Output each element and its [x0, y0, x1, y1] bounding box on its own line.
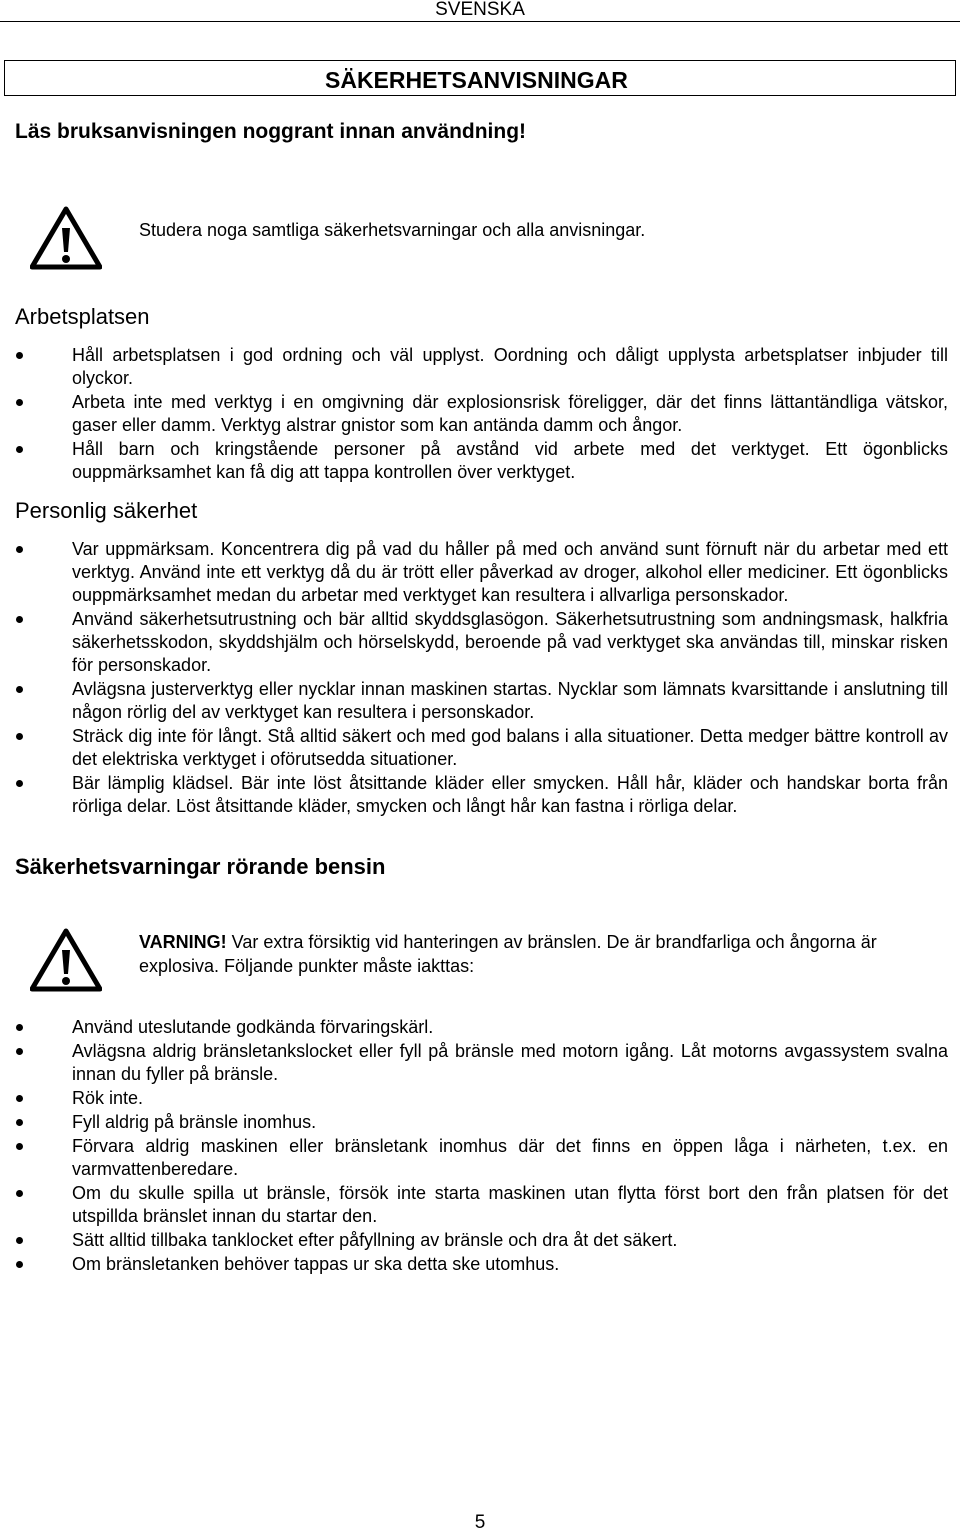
bullet-icon	[16, 1048, 23, 1055]
personal-list	[0, 538, 948, 819]
header-divider	[0, 21, 960, 22]
fuel-warning-text: Var extra försiktig vid hanteringen av bränslen. De är brandfarliga och ångorna är explosiva. Följande punkter måste iakttas:	[139, 932, 877, 976]
bullet-icon	[16, 1095, 23, 1102]
list-item: Använd uteslutande godkända förvaringskärl.	[0, 1016, 948, 1039]
fuel-warning	[139, 930, 949, 978]
page-title: SÄKERHETSANVISNINGAR	[325, 67, 628, 93]
warning-instruction: Studera noga samtliga säkerhetsvarningar och alla anvisningar.	[139, 220, 646, 240]
list-item: Håll barn och kringstående personer på avstånd vid arbete med det verktyget. Ett ögonblicks ouppmärksamhet kan få dig att tappa kontrollen över verktyget.	[0, 438, 948, 484]
bullet-icon	[16, 1119, 23, 1126]
list-item: Avlägsna aldrig bränsletankslocket eller fyll på bränsle med motorn igång. Låt motorns avgassystem svalna innan du fyller på bränsle.	[0, 1040, 948, 1086]
header-language: SVENSKA	[435, 0, 525, 20]
bullet-icon	[16, 1237, 23, 1244]
bullet-icon	[16, 1261, 23, 1268]
list-item: Arbeta inte med verktyg i en omgivning där explosionsrisk föreligger, där det finns lättantändliga vätskor, gaser eller damm. Verktyg alstrar gnistor som kan antända damm och ångor.	[0, 391, 948, 437]
bullet-icon	[16, 399, 23, 406]
fuel-list	[0, 1016, 948, 1277]
bullet-icon	[16, 446, 23, 453]
bullet-icon	[16, 352, 23, 359]
section-heading-personal: Personlig säkerhet	[15, 498, 198, 523]
intro-text: Läs bruksanvisningen noggrant innan användning!	[15, 120, 527, 143]
bullet-icon	[16, 780, 23, 787]
bullet-icon	[16, 686, 23, 693]
fuel-warning-label: VARNING!	[139, 932, 227, 952]
bullet-icon	[16, 733, 23, 740]
page-number: 5	[474, 1512, 486, 1533]
list-item: Sätt alltid tillbaka tanklocket efter påfyllning av bränsle och dra åt det säkert.	[0, 1229, 948, 1252]
list-item: Om du skulle spilla ut bränsle, försök inte starta maskinen utan flytta först bort den från platsen för det utspillda bränslet innan du startar den.	[0, 1182, 948, 1228]
warning-triangle-icon	[30, 206, 102, 270]
list-item: Avlägsna justerverktyg eller nycklar innan maskinen startas. Nycklar som lämnats kvarsittande i anslutning till någon rörlig del av verktyget kan resultera i personskador.	[0, 678, 948, 724]
bullet-icon	[16, 1024, 23, 1031]
list-item: Håll arbetsplatsen i god ordning och väl upplyst. Oordning och dåligt upplysta arbetsplatser inbjuder till olyckor.	[0, 344, 948, 390]
list-item: Använd säkerhetsutrustning och bär alltid skyddsglasögon. Säkerhetsutrustning som andningsmask, halkfria säkerhetsskodon, skyddshjälm och hörselskydd, beroende på vad verktyget ska användas till, minskar risken för personskador.	[0, 608, 948, 677]
warning-triangle-icon	[30, 928, 102, 992]
list-item: Fyll aldrig på bränsle inomhus.	[0, 1111, 948, 1134]
list-item: Om bränsletanken behöver tappas ur ska detta ske utomhus.	[0, 1253, 948, 1276]
list-item: Förvara aldrig maskinen eller bränsletank inomhus där det finns en öppen låga i närheten, t.ex. en varmvattenberedare.	[0, 1135, 948, 1181]
bullet-icon	[16, 616, 23, 623]
section-heading-workplace: Arbetsplatsen	[15, 304, 150, 329]
section-heading-fuel: Säkerhetsvarningar rörande bensin	[15, 854, 386, 879]
list-item: Bär lämplig klädsel. Bär inte löst åtsittande kläder eller smycken. Håll hår, kläder och handskar borta från rörliga delar. Löst åtsittande kläder, smycken och långt hår kan fastna i rörliga delar.	[0, 772, 948, 818]
list-item: Sträck dig inte för långt. Stå alltid säkert och med god balans i alla situationer. Detta medger bättre kontroll av det elektriska verktyget i oförutsedda situationer.	[0, 725, 948, 771]
bullet-icon	[16, 1190, 23, 1197]
bullet-icon	[16, 1143, 23, 1150]
list-item: Rök inte.	[0, 1087, 948, 1110]
workplace-list	[0, 344, 948, 485]
title-box	[4, 60, 956, 96]
bullet-icon	[16, 546, 23, 553]
list-item: Var uppmärksam. Koncentrera dig på vad du håller på med och använd sunt förnuft när du arbetar med ett verktyg. Använd inte ett verktyg då du är trött eller påverkad av droger, alkohol eller mediciner. Ett ögonblicks ouppmärksamhet medan du arbetar med verktyget kan resultera i allvarliga personskador.	[0, 538, 948, 607]
